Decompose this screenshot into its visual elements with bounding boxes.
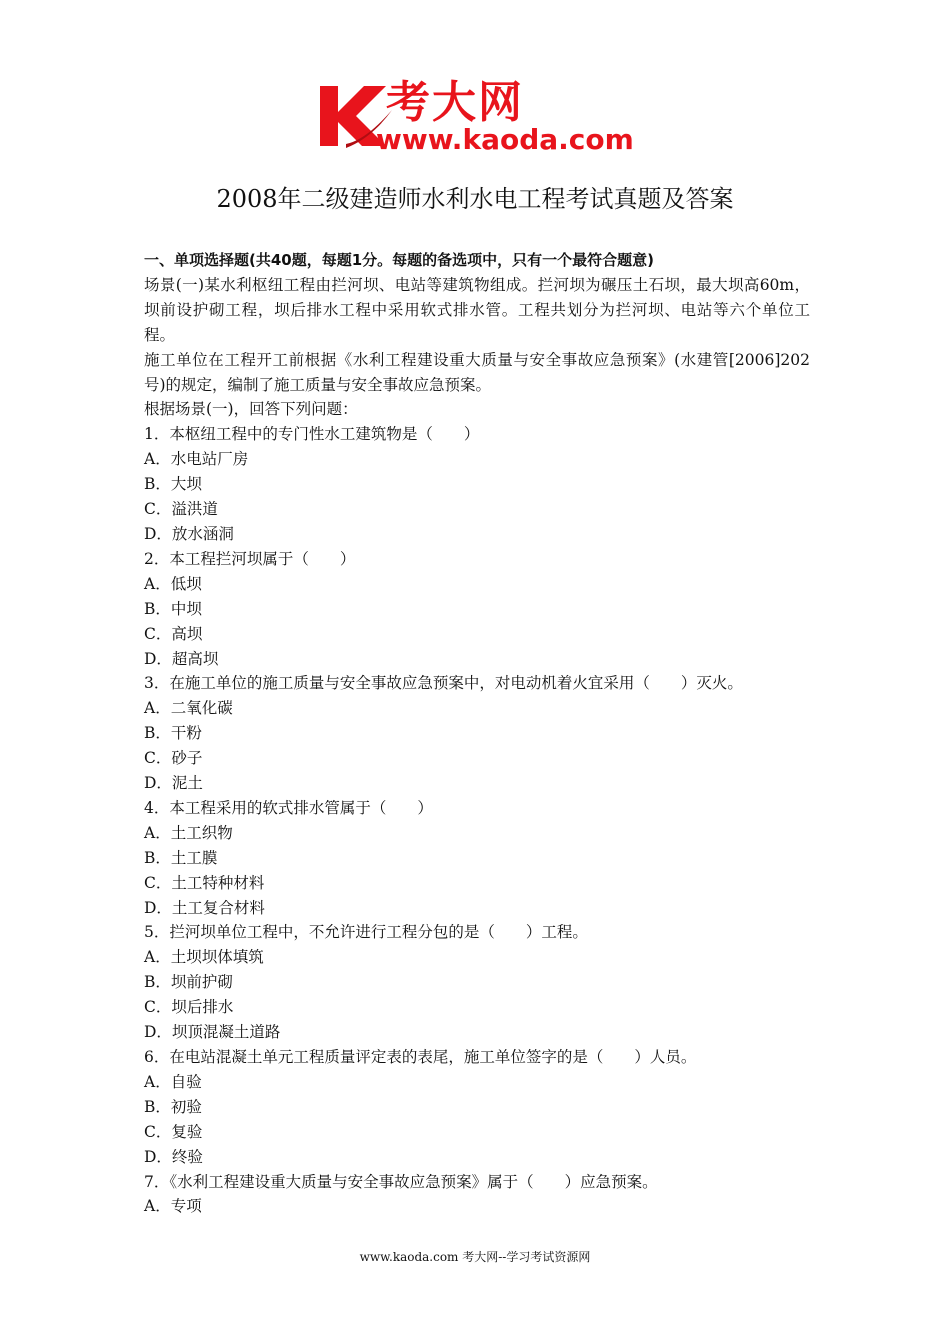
scene-prompt: 根据场景(一)，回答下列问题： — [144, 400, 358, 419]
document-body — [144, 248, 810, 1219]
question-stem: 6．在电站混凝土单元工程质量评定表的表尾，施工单位签字的是（ ）人员。 — [144, 1048, 697, 1066]
question-option: D．超高坝 — [144, 649, 219, 668]
logo-url-text: www.kaoda.com — [376, 123, 634, 156]
question-option: A．土工织物 — [144, 823, 233, 842]
question-stem: 1．本枢纽工程中的专门性水工建筑物是（ ） — [144, 425, 480, 444]
question-stem: 3．在施工单位的施工质量与安全事故应急预案中，对电动机着火宜采用（ ）灭火。 — [144, 674, 743, 693]
question-option: C．坝后排水 — [144, 998, 234, 1017]
question-stem: 5．拦河坝单位工程中，不允许进行工程分包的是（ ）工程。 — [144, 923, 588, 942]
question-option: A．二氧化碳 — [144, 699, 233, 718]
section-heading: 一、单项选择题(共40题，每题1分。每题的备选项中，只有一个最符合题意) — [144, 251, 655, 269]
page-footer: www.kaoda.com 考大网--学习考试资源网 — [359, 1250, 591, 1264]
question-option: B．干粉 — [144, 724, 202, 743]
question-option: B．土工膜 — [144, 848, 218, 867]
question-option: C．高坝 — [144, 624, 203, 643]
question-option: B．初验 — [144, 1097, 202, 1116]
question-option: D．坝顶混凝土道路 — [144, 1023, 281, 1042]
logo-brand-text: 考大网 — [386, 77, 524, 128]
question-option: A．专项 — [144, 1197, 202, 1216]
scene-plan-paragraph: 施工单位在工程开工前根据《水利工程建设重大质量与安全事故应急预案》(水建管[2006]202号)的规定，编制了施工质量与安全事故应急预案。 — [144, 350, 810, 394]
question-option: A．水电站厂房 — [144, 450, 249, 469]
question-stem: 4．本工程采用的软式排水管属于（ ） — [144, 798, 433, 817]
scene-intro-paragraph: 场景(一)某水利枢纽工程由拦河坝、电站等建筑物组成。拦河坝为碾压土石坝，最大坝高60m，坝前设护砌工程，坝后排水工程中采用软式排水管。工程共划分为拦河坝、电站等六个单位工程。 — [144, 275, 810, 344]
question-option: A．土坝坝体填筑 — [144, 948, 264, 967]
question-option: B．坝前护砌 — [144, 973, 233, 992]
question-option: A．低坝 — [144, 574, 202, 593]
question-stem: 2．本工程拦河坝属于（ ） — [144, 549, 356, 568]
kaoda-logo — [316, 77, 640, 158]
question-option: D．放水涵洞 — [144, 524, 234, 543]
question-option: D．泥土 — [144, 774, 203, 793]
question-option: D．终验 — [144, 1147, 203, 1166]
question-stem: 7．《水利工程建设重大质量与安全事故应急预案》属于（ ）应急预案。 — [144, 1172, 658, 1191]
question-list — [144, 422, 810, 1219]
question-option: B．大坝 — [144, 475, 202, 494]
question-option: A．自验 — [144, 1072, 202, 1091]
question-option: C．砂子 — [144, 749, 203, 768]
document-title: 2008年二级建造师水利水电工程考试真题及答案 — [216, 185, 734, 213]
question-option: D．土工复合材料 — [144, 898, 265, 917]
question-option: C．土工特种材料 — [144, 873, 265, 892]
question-option: C．溢洪道 — [144, 500, 218, 519]
question-option: C．复验 — [144, 1122, 203, 1141]
question-option: B．中坝 — [144, 599, 202, 618]
